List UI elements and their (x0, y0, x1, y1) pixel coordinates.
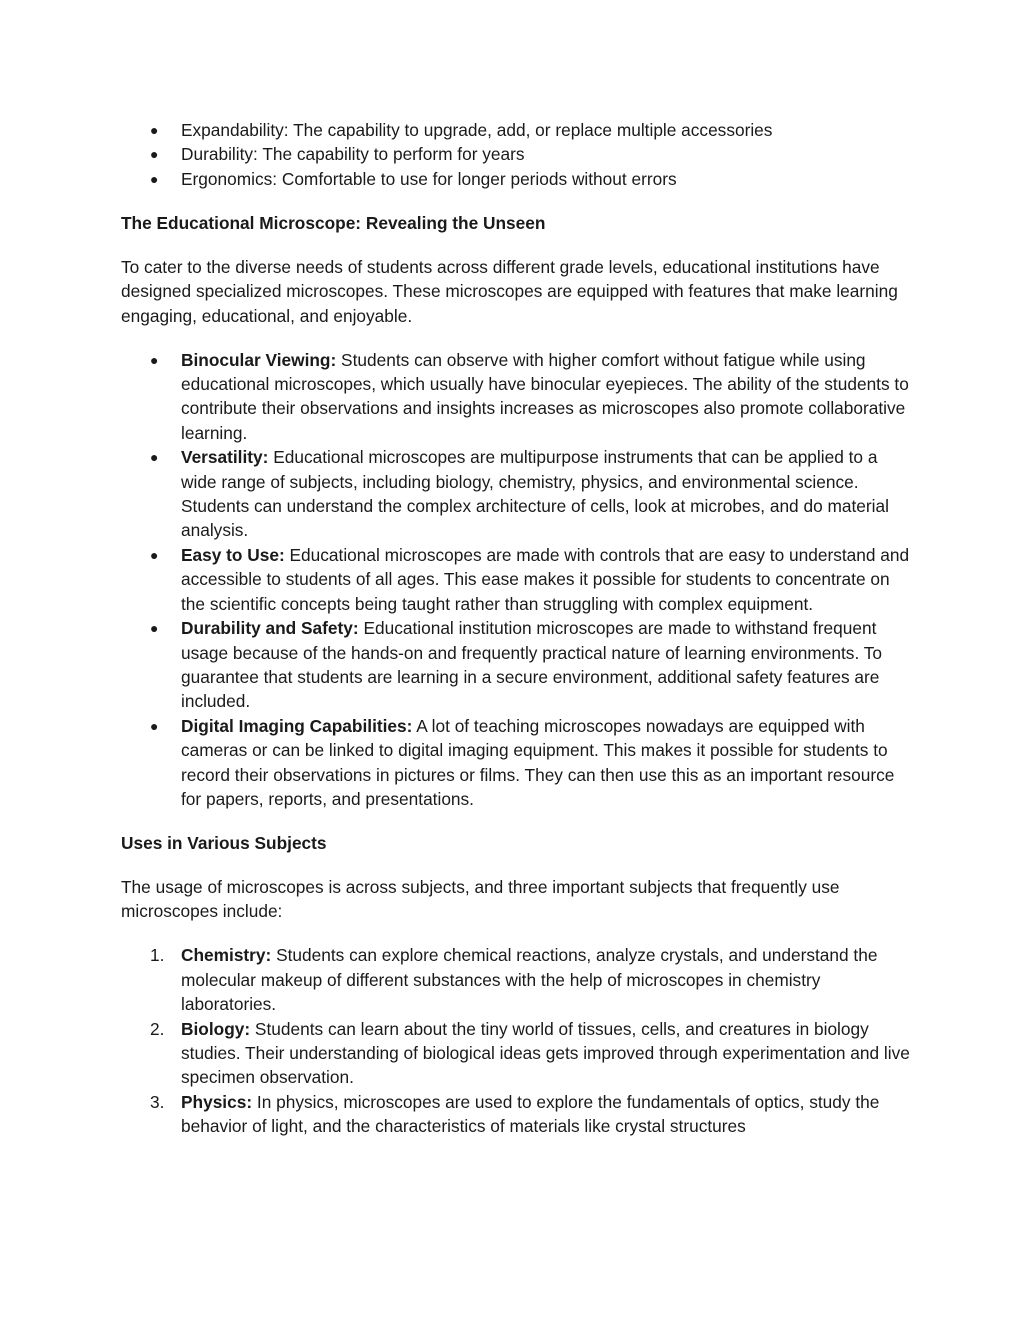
bullet-icon: ● (150, 546, 159, 563)
list-item-term: Versatility: (181, 447, 269, 468)
list-item-text: Educational microscopes are multipurpose instruments that can be applied to a wide range of subjects, including biology, chemistry, physics, and environmental science. Students can understand the complex architecture of cells, look at microbes, and do material analysis. (181, 447, 889, 541)
list-item-term: Chemistry: (181, 945, 272, 966)
list-number: 2. (150, 1018, 165, 1039)
list-item-text: Students can observe with higher comfort without fatigue while using educational microscopes, which usually have binocular eyepieces. The ability of the students to contribute their observations and insights increases as microscopes also promote collaborative learning. (181, 349, 909, 443)
list-number: 3. (150, 1091, 165, 1112)
list-item-term: Binocular Viewing: (181, 349, 337, 370)
list-item-text: A lot of teaching microscopes nowadays are equipped with cameras or can be linked to digital imaging equipment. This makes it possible for students to record their observations in pictures or films. They can then use this as an important resource for papers, reports, and presentations. (181, 715, 895, 809)
list-item-text: Students can explore chemical reactions, analyze crystals, and understand the molecular makeup of different substances with the help of microscopes in chemistry laboratories. (181, 945, 878, 1015)
list-item-term: Easy to Use: (181, 544, 285, 565)
list-item (121, 167, 911, 191)
list-item (121, 445, 911, 543)
bullet-icon: ● (150, 449, 159, 466)
section-intro-paragraph: To cater to the diverse needs of students across different grade levels, educational institutions have designed specialized microscopes. These microscopes are equipped with features that make learning engaging, educational, and enjoyable. (121, 256, 898, 326)
list-number: 1. (150, 945, 165, 966)
bullet-icon: ● (150, 717, 159, 734)
bullet-icon: ● (150, 620, 159, 637)
list-item-text: Educational institution microscopes are made to withstand frequent usage because of the hands-on and frequently practical nature of learning environments. To guarantee that students are learning in a secure environment, additional safety features are included. (181, 618, 882, 712)
bullet-icon: ● (150, 146, 159, 163)
list-item-text: Expandability: The capability to upgrade, add, or replace multiple accessories (181, 120, 773, 140)
list-item-term: Digital Imaging Capabilities: (181, 715, 413, 736)
list-item-term: Durability and Safety: (181, 618, 359, 639)
list-item-text: Ergonomics: Comfortable to use for longer periods without errors (181, 168, 677, 189)
bullet-icon: ● (150, 122, 159, 138)
list-item-text: Durability: The capability to perform for years (181, 144, 525, 165)
list-item-text: In physics, microscopes are used to explore the fundamentals of optics, study the behavior of light, and the characteristics of materials like crystal structures (181, 1091, 880, 1137)
list-item (121, 714, 911, 812)
section-heading-uses: Uses in Various Subjects (121, 832, 327, 853)
subjects-numbered-list (121, 943, 911, 1138)
list-item-term: Physics: (181, 1091, 253, 1112)
list-item (121, 543, 911, 616)
list-item (121, 943, 911, 1016)
list-item (121, 1017, 911, 1090)
educational-features-list (121, 348, 911, 812)
section-heading-educational-microscope: The Educational Microscope: Revealing the Unseen (121, 212, 546, 233)
list-item (121, 118, 911, 142)
section-intro-paragraph: The usage of microscopes is across subjects, and three important subjects that frequently use microscopes include: (121, 876, 840, 922)
document-page (121, 118, 911, 1139)
bullet-icon: ● (150, 351, 159, 368)
list-item-text: Students can learn about the tiny world of tissues, cells, and creatures in biology studies. Their understanding of biological ideas gets improved through experimentation and live specimen observation. (181, 1018, 910, 1088)
list-item-text: Educational microscopes are made with controls that are easy to understand and accessible to students of all ages. This ease makes it possible for students to concentrate on the scientific concepts being taught rather than struggling with complex equipment. (181, 544, 910, 614)
list-item (121, 142, 911, 166)
features-list (121, 118, 911, 191)
list-item (121, 1090, 911, 1139)
list-item (121, 616, 911, 714)
list-item-term: Biology: (181, 1018, 251, 1039)
bullet-icon: ● (150, 170, 159, 187)
list-item (121, 348, 911, 446)
